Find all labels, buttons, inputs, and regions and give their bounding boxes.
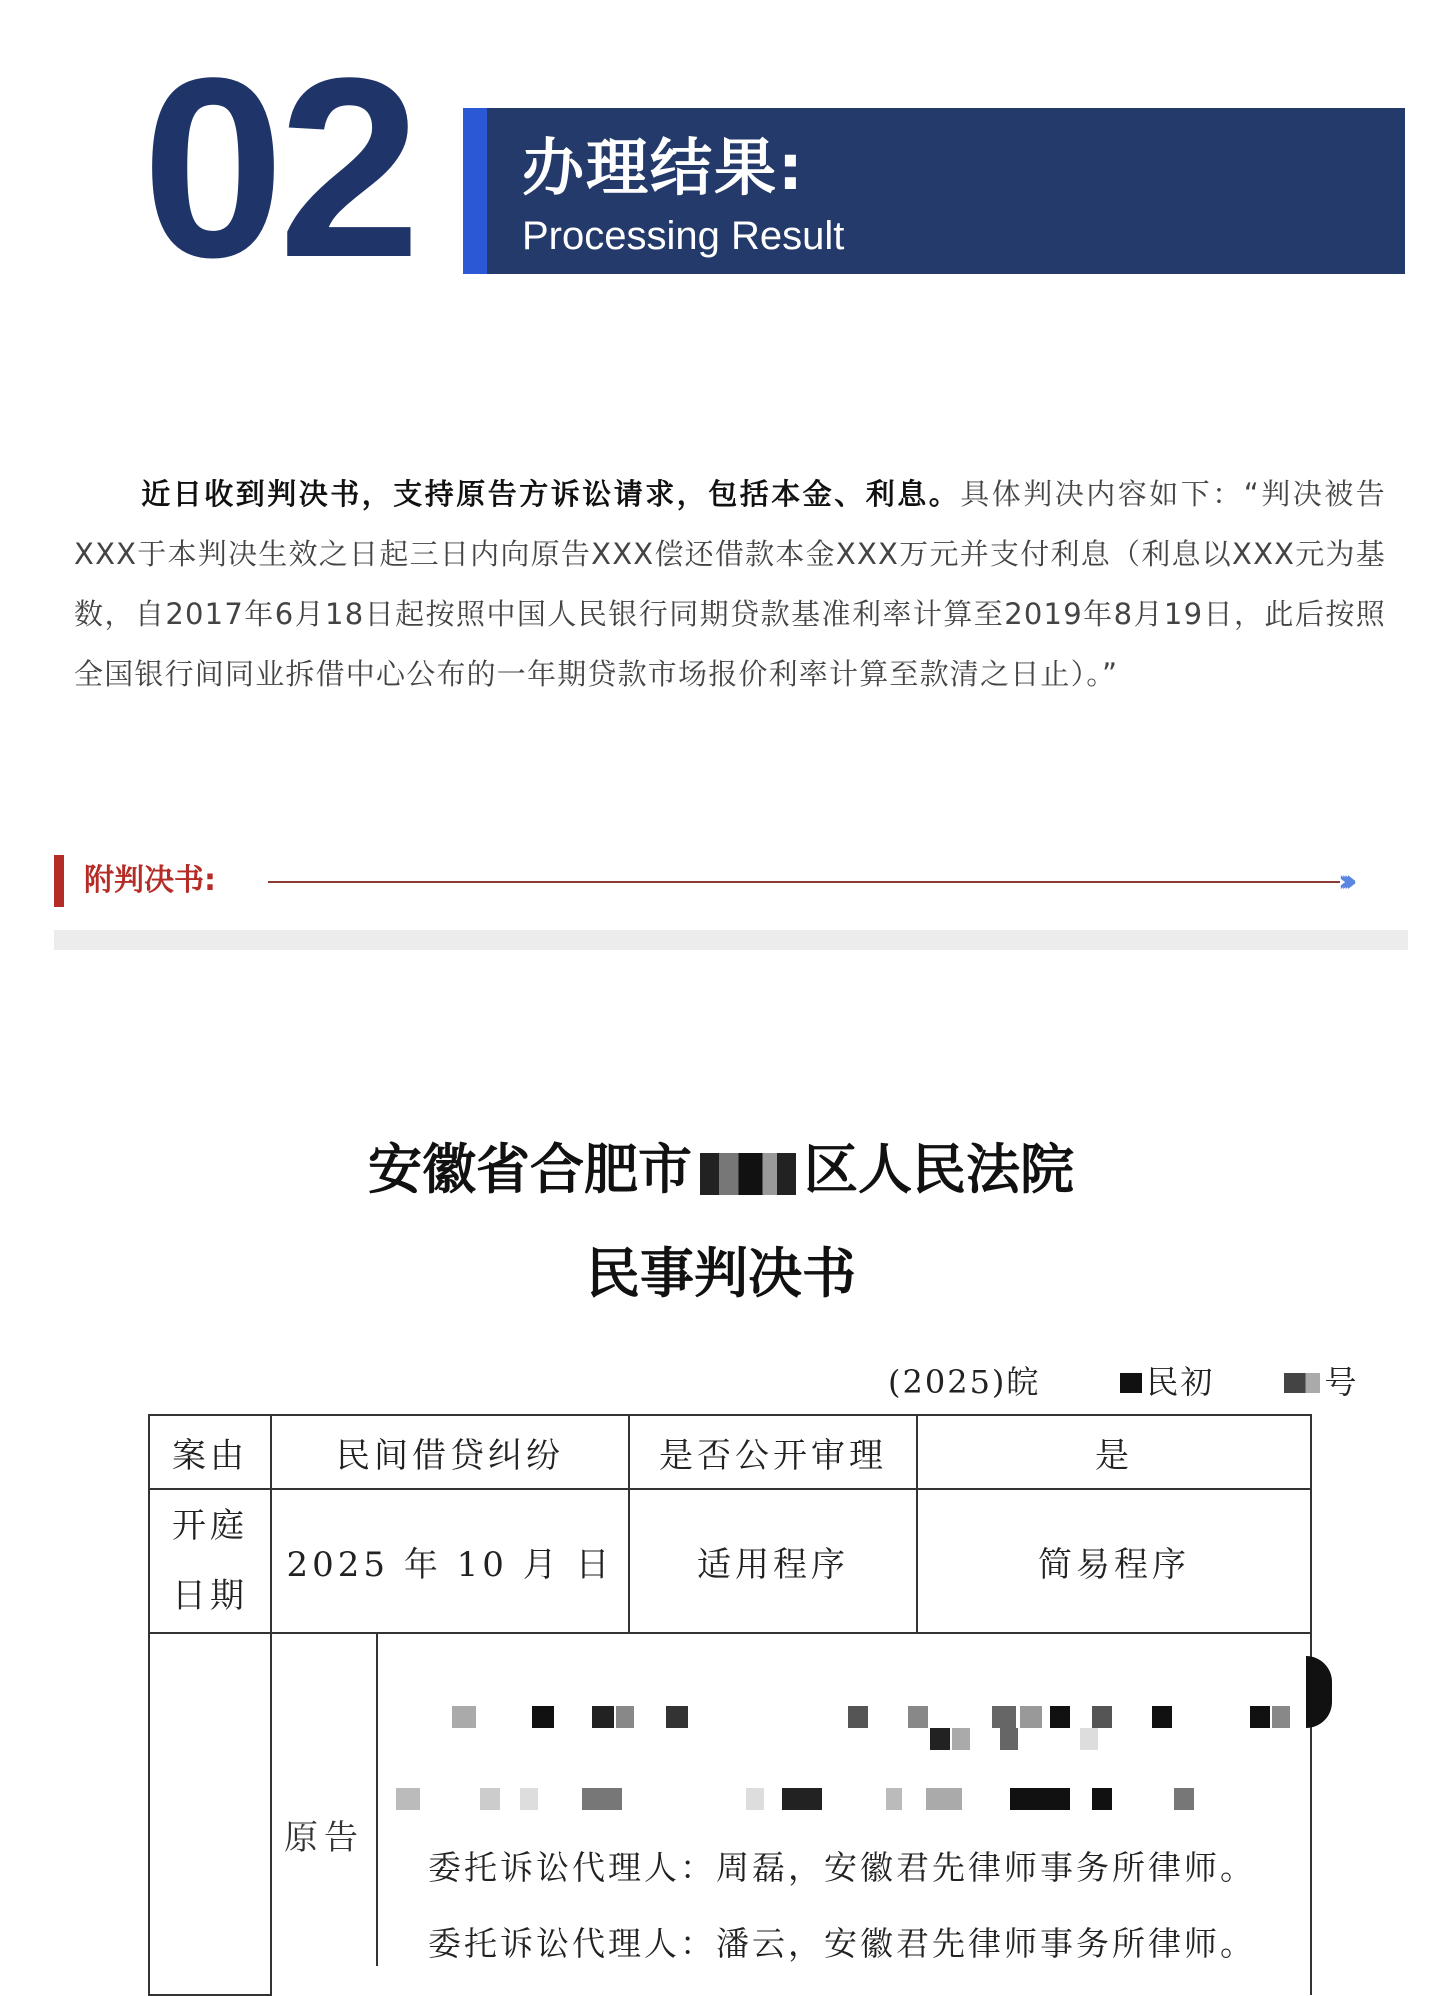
procedure-label: 适用程序 [629, 1489, 917, 1633]
plaintiff-agent-2: 委托诉讼代理人：潘云，安徽君先律师事务所律师。 [428, 1924, 1256, 1963]
plaintiff-agent-1: 委托诉讼代理人：周磊，安徽君先律师事务所律师。 [428, 1848, 1256, 1887]
chevrons-right-icon: ›››› [1338, 864, 1348, 899]
attachment-label: 附判决书: [84, 863, 216, 898]
paragraph-bold-lead: 近日收到判决书，支持原告方诉讼请求，包括本金、利息。 [140, 477, 961, 511]
case-number-mid: 民初 [1146, 1363, 1215, 1401]
court-name-prefix: 安徽省合肥市 [368, 1137, 692, 1201]
image-top-border [54, 930, 1408, 950]
hearing-date-value: 2025 年 10 月 日 [271, 1489, 629, 1633]
public-trial-label: 是否公开审理 [629, 1415, 917, 1489]
case-number [888, 1360, 1358, 1404]
procedure-value: 简易程序 [917, 1489, 1311, 1633]
paragraph-body: 具体判决内容如下：“判决被告XXX于本判决生效之日起三日内向原告XXX偿还借款本金XXX万元并支付利息（利息以XXX元为基数，自2017年6月18日起按照中国人民银行同期贷款基准利率计算至2019年8月19日，此后按照全国银行间同业拆借中心公布的一年期贷款市场报价利率计算至款清之日止）。” [74, 477, 1386, 691]
attachment-divider [268, 881, 1340, 883]
inner-divider [376, 1634, 378, 1966]
result-paragraph [74, 464, 1386, 704]
title-accent-bar [463, 108, 487, 274]
hearing-date-label-line1: 开庭 [172, 1506, 248, 1546]
redacted-line [396, 1788, 1296, 1810]
court-name-suffix: 区人民法院 [804, 1137, 1074, 1201]
plaintiff-label: 原告 [284, 1818, 364, 1858]
table-row [149, 1415, 1311, 1489]
cause-label: 案由 [149, 1415, 271, 1489]
section-title-cn: 办理结果: [522, 131, 805, 204]
court-name [0, 1136, 1442, 1202]
redaction-mosaic [1284, 1373, 1320, 1393]
case-number-suffix: 号 [1324, 1363, 1359, 1401]
attachment-marker [54, 855, 64, 907]
redacted-line [560, 1728, 1160, 1750]
table-row [149, 1489, 1311, 1633]
redacted-line [452, 1706, 1292, 1728]
cause-value: 民间借贷纠纷 [271, 1415, 629, 1489]
redaction-mosaic [700, 1153, 796, 1195]
scan-artifact [1306, 1656, 1332, 1728]
case-info-table [148, 1414, 1312, 1996]
document-title: 民事判决书 [586, 1241, 856, 1305]
blank-cell [149, 1633, 271, 1995]
public-trial-value: 是 [917, 1415, 1311, 1489]
section-title-en: Processing Result [522, 214, 845, 258]
hearing-date-label [149, 1489, 271, 1633]
redaction-mosaic [1120, 1373, 1142, 1393]
case-number-prefix: (2025)皖 [888, 1363, 1041, 1401]
hearing-date-label-line2: 日期 [172, 1576, 248, 1616]
section-number: 02 [142, 25, 415, 311]
